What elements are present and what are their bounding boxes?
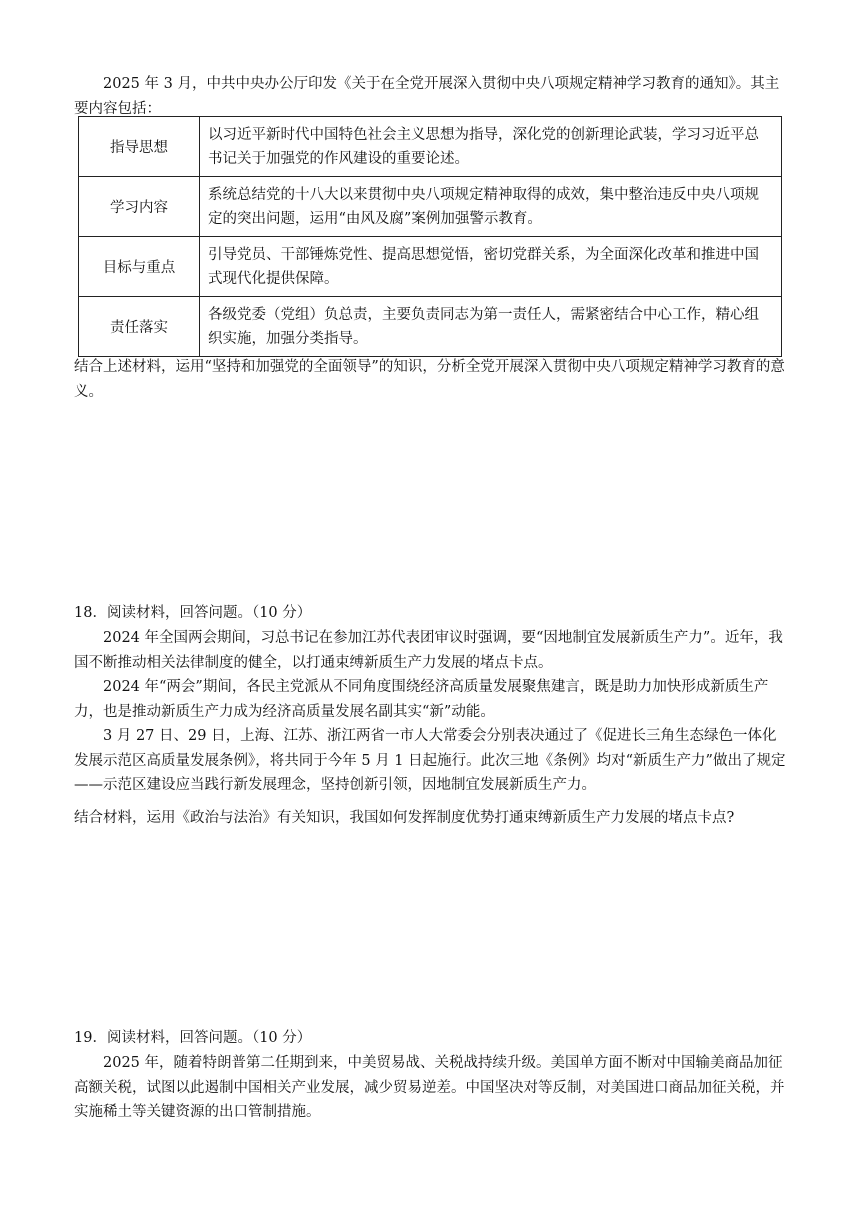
table-row-label: 目标与重点 (79, 237, 200, 297)
q18-paragraph: 2024 年全国两会期间，习总书记在参加江苏代表团审议时强调，要“因地制宜发展新质生产力”。近年，我国不断推动相关法律制度的健全，以打通束缚新质生产力发展的堵点卡点。 (74, 630, 783, 671)
table-row-content: 各级党委（党组）负总责，主要负责同志为第一责任人，需紧密结合中心工作，精心组织实施，加强分类指导。 (200, 297, 782, 357)
table-row (79, 297, 782, 357)
table-row-label: 责任落实 (79, 297, 200, 357)
table-row (79, 117, 782, 177)
table-row-label: 指导思想 (79, 117, 200, 177)
q17-question: 结合上述材料，运用“坚持和加强党的全面领导”的知识，分析全党开展深入贯彻中央八项规定精神学习教育的意义。 (74, 359, 785, 400)
q19-paragraph: 2025 年，随着特朗普第二任期到来，中美贸易战、关税战持续升级。美国单方面不断对中国输美商品加征高额关税，试图以此遏制中国相关产业发展，减少贸易逆差。中国坚决对等反制，对美国进口商品加征关税，并实施稀土等关键资源的出口管制措施。 (74, 1055, 785, 1120)
q18-header: 18．阅读材料，回答问题。（10 分） (74, 605, 312, 621)
q17-content-table (78, 116, 782, 357)
table-row-content: 系统总结党的十八大以来贯彻中央八项规定精神取得的成效，集中整治违反中央八项规定的突出问题，运用“由风及腐”案例加强警示教育。 (200, 177, 782, 237)
table-row (79, 237, 782, 297)
table-row-content: 以习近平新时代中国特色社会主义思想为指导，深化党的创新理论武装，学习习近平总书记关于加强党的作风建设的重要论述。 (200, 117, 782, 177)
q18-question: 结合材料，运用《政治与法治》有关知识，我国如何发挥制度优势打通束缚新质生产力发展的堵点卡点? (74, 810, 735, 826)
q18-paragraph: 3 月 27 日、29 日，上海、江苏、浙江两省一市人大常委会分别表决通过了《促进长三角生态绿色一体化发展示范区高质量发展条例》，将共同于今年 5 月 1 日起施行。此次三地《条例》均对“新质生产力”做出了规定——示范区建设应当践行新发展理念，坚持创新引领，因地制宜发展新质生产力。 (74, 728, 786, 793)
table-row-label: 学习内容 (79, 177, 200, 237)
table-row (79, 177, 782, 237)
q17-intro: 2025 年 3 月，中共中央办公厅印发《关于在全党开展深入贯彻中央八项规定精神学习教育的通知》。其主要内容包括： (74, 76, 780, 117)
q18-paragraph: 2024 年“两会”期间，各民主党派从不同角度围绕经济高质量发展聚焦建言，既是助力加快形成新质生产力，也是推动新质生产力成为经济高质量发展名副其实“新”动能。 (74, 679, 769, 720)
q19-header: 19．阅读材料，回答问题。（10 分） (74, 1030, 312, 1046)
table-row-content: 引导党员、干部锤炼党性、提高思想觉悟，密切党群关系，为全面深化改革和推进中国式现代化提供保障。 (200, 237, 782, 297)
